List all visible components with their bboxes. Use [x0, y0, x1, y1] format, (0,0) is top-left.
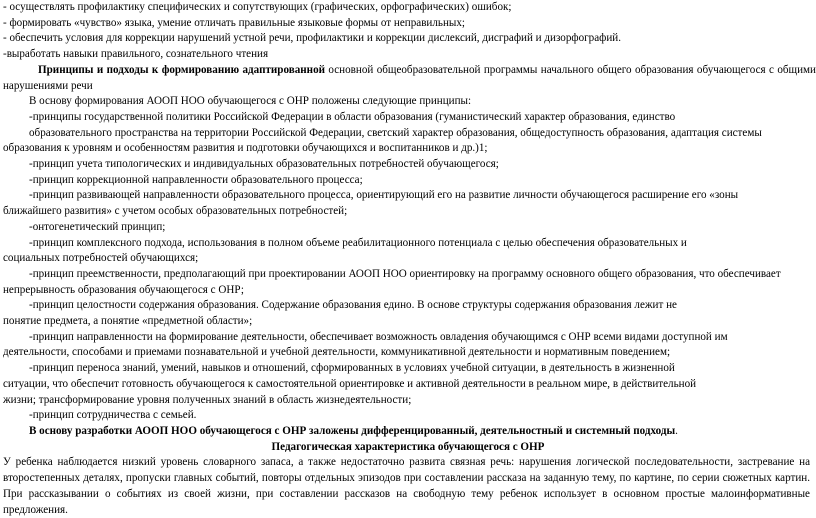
principle-7-line-2: непрерывность образования обучающегося с ОНР; [3, 283, 245, 296]
principle-9-line-2: деятельности, способами и приемами познавательной и учебной деятельности, коммуникативной деятельности и нормативным поведением; [3, 346, 671, 359]
principle-4-line-1: -принцип развивающей направленности образовательного процесса, ориентирующий его на развитие личности обучающегося расширение его «зоны [29, 189, 739, 202]
principle-7-line-1: -принцип преемственности, предполагающий при проектировании АООП НОО ориентировку на программу основного общего образования, что обеспечивает [29, 267, 781, 280]
principle-11: -принцип сотрудничества с семьей. [29, 409, 197, 422]
principle-6-line-2: социальных потребностей обучающихся; [3, 252, 199, 265]
principles-intro: В основу формирования АООП НОО обучающегося с ОНР положены следующие принципы: [29, 95, 472, 108]
principles-heading [0, 63, 816, 94]
principle-9-line-1: -принцип направленности на формирование деятельности, обеспечивает возможность овладения обучающимся с ОНР всеми видами доступной им [29, 330, 728, 343]
principle-10-line-2: ситуации, что обеспечит готовность обучающегося к самостоятельной ориентировке и активной деятельности в реальном мире, в действительной [3, 377, 697, 390]
goal-line-1: - осуществлять профилактику специфических и сопутствующих (графических, орфографических) ошибок; [3, 1, 512, 13]
goal-line-2: - формировать «чувство» языка, умение отличать правильные языковые формы от неправильных; [3, 16, 465, 29]
principle-1-line-2: образовательного пространства на территории Российской Федерации, светский характер образования, общедоступность образования, адаптация системы [29, 126, 762, 139]
principle-6-line-1: -принцип комплексного подхода, использования в полном объеме реабилитационного потенциала с целью обеспечения образовательных и [29, 236, 687, 249]
approaches-line [0, 424, 816, 440]
principle-5: -онтогенетический принцип; [29, 220, 166, 233]
approaches-period: . [675, 424, 678, 437]
principle-4-line-2: ближайшего развития» с учетом особых образовательных потребностей; [3, 205, 348, 218]
principle-10-line-1: -принцип переноса знаний, умений, навыков и отношений, сформированных в условиях учебной ситуации, в деятельность в жизненной [29, 362, 675, 375]
principle-1-line-1: -принципы государственной политики Российской Федерации в области образования (гуманистический характер образования, единство [29, 110, 676, 123]
goal-line-3: - обеспечить условия для коррекции нарушений устной речи, профилактики и коррекции дислексий, дисграфий и дизорфографий. [3, 32, 621, 45]
goal-line-4: -выработать навыки правильного, сознательного чтения [3, 48, 269, 61]
approaches-text: В основу разработки АООП НОО обучающегося с ОНР заложены дифференцированный, деятельностный и системный подходы [29, 424, 676, 437]
principle-8-line-1: -принцип целостности содержания образования. Содержание образования едино. В основе структуры содержания образования лежит не [29, 299, 677, 312]
characteristic-heading: Педагогическая характеристика обучающегося с ОНР [271, 440, 545, 453]
principles-heading-rest: основной общеобразовательной программы начального общего образования обучающегося с общими нарушениями речи [3, 63, 816, 92]
principle-8-line-2: понятие предмета, а понятие «предметной области»; [3, 315, 253, 328]
principle-1-line-3: образования к уровням и особенностям развития и подготовки обучающихся и воспитанников и др.)1; [3, 142, 488, 155]
principle-2: -принцип учета типологических и индивидуальных образовательных потребностей обучающегося; [29, 158, 499, 171]
characteristic-text: У ребенка наблюдается низкий уровень словарного запаса, а также недостаточно развита связная речь: нарушения логической последовательности, застревание на второстепенных деталях, пропуски главных событий, повторы отдельных эпизодов при составлении рассказа на заданную тему, по картине, по серии сюжетных картин. При рассказывании о событиях из своей жизни, при составлении рассказов на свободную тему ребенок использует в основном простые малоинформативные предложения. [3, 456, 810, 516]
principles-heading-bold: Принципы и подходы к формированию адаптированной [38, 63, 326, 76]
principle-3: -принцип коррекционной направленности образовательного процесса; [29, 173, 363, 186]
principle-10-line-3: жизни; трансформирование уровня полученных знаний в область жизнедеятельности; [3, 393, 412, 406]
